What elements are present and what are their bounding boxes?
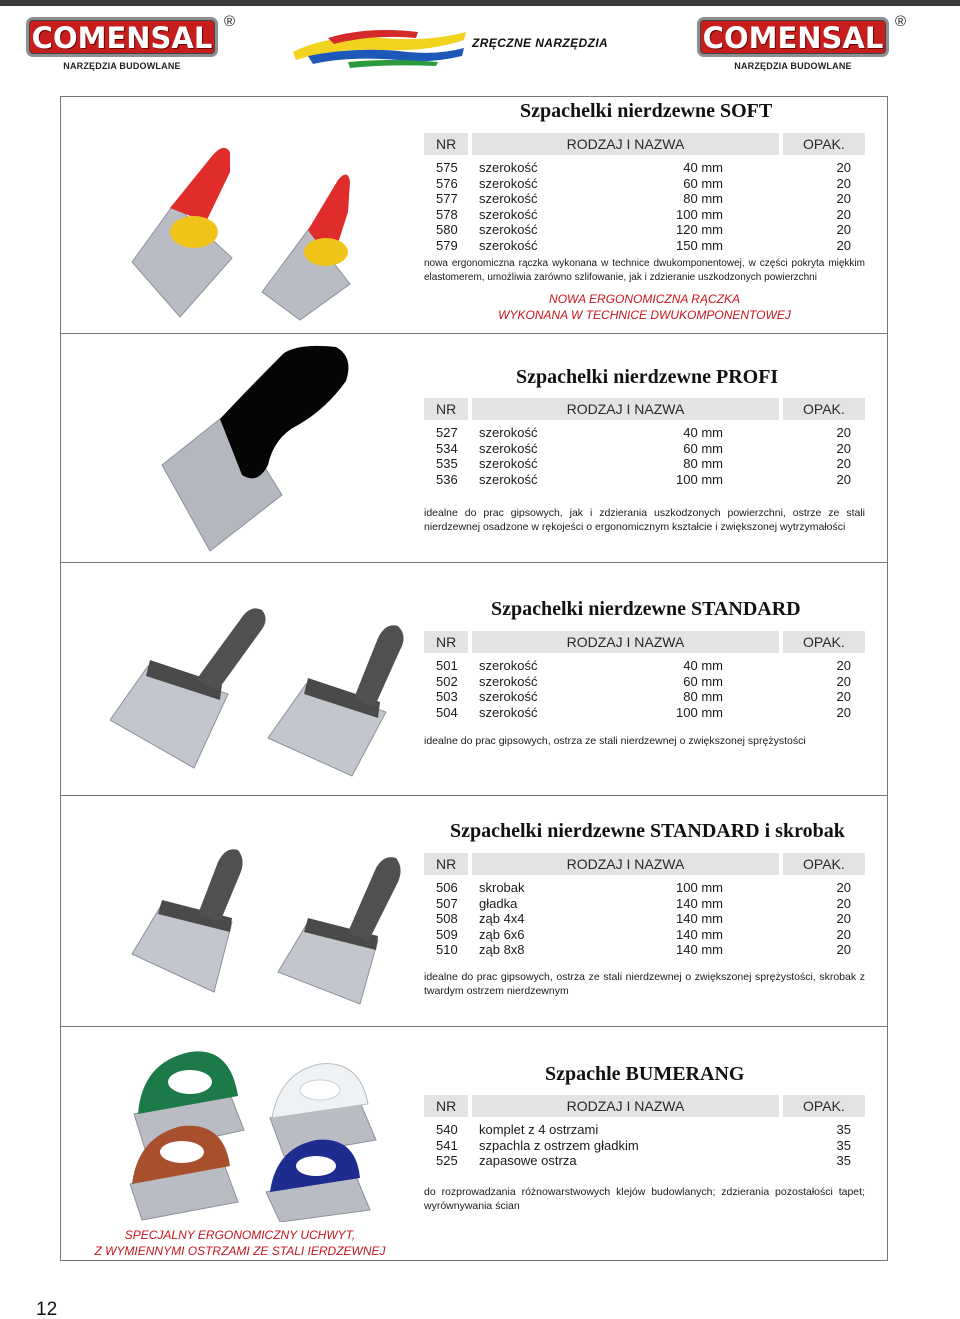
col-nr: NR: [424, 133, 468, 155]
table-row: 503 szerokość 80 mm 20: [436, 689, 851, 705]
table-header: [424, 398, 865, 420]
col-opak: OPAK.: [783, 853, 865, 875]
table-row: 525 zapasowe ostrza 35: [436, 1153, 851, 1169]
section-title: Szpachelki nierdzewne STANDARD i skrobak: [450, 820, 845, 842]
col-name: RODZAJ I NAZWA: [472, 631, 779, 653]
table-row: 501 szerokość 40 mm 20: [436, 658, 851, 673]
col-name: RODZAJ I NAZWA: [472, 1095, 779, 1117]
col-nr: NR: [424, 398, 468, 420]
skrobak-spatula-image: [128, 842, 408, 1007]
product-rows: [424, 425, 865, 487]
table-row: 508 ząb 4x4 140 mm 20: [436, 911, 851, 927]
table-row: 579 szerokość 150 mm 20: [436, 237, 851, 253]
col-name: RODZAJ I NAZWA: [472, 398, 779, 420]
bumerang-trowel-image: [120, 1044, 390, 1222]
tagline: ZRĘCZNE NARZĘDZIA: [472, 36, 609, 50]
col-opak: OPAK.: [783, 133, 865, 155]
product-rows: [424, 160, 865, 254]
top-rule: [0, 0, 960, 6]
table-header: [424, 853, 865, 875]
table-row: 506 skrobak 100 mm 20: [436, 880, 851, 895]
table-row: 535 szerokość 80 mm 20: [436, 456, 851, 472]
feature-note-line: NOWA ERGONOMICZNA RĄCZKA: [549, 292, 740, 306]
soft-spatula-image: [112, 112, 352, 322]
logo-subtitle: NARZĘDZIA BUDOWLANE: [63, 61, 181, 71]
brand-logo-left: [26, 13, 236, 75]
col-nr: NR: [424, 853, 468, 875]
col-nr: NR: [424, 631, 468, 653]
product-rows: [424, 1122, 865, 1169]
product-description: idealne do prac gipsowych, jak i zdzierania uszkodzonych powierzchni, ostrze ze stali nierdzewnej osadzone w rękojeści o ergonomicznym kształcie i zwiększonej wytrzymałości: [424, 507, 865, 533]
feature-note-line: SPECJALNY ERGONOMICZNY UCHWYT,: [124, 1228, 356, 1242]
paint-stroke-graphic: [288, 22, 468, 72]
product-rows: [424, 880, 865, 958]
col-name: RODZAJ I NAZWA: [472, 133, 779, 155]
page-number: 12: [36, 1299, 58, 1319]
table-row: 536 szerokość 100 mm 20: [436, 471, 851, 487]
table-row: 540 komplet z 4 ostrzami 35: [436, 1122, 851, 1137]
table-row: 580 szerokość 120 mm 20: [436, 222, 851, 238]
section-title: Szpachelki nierdzewne SOFT: [520, 100, 773, 122]
table-row: 504 szerokość 100 mm 20: [436, 704, 851, 720]
logo-subtitle: NARZĘDZIA BUDOWLANE: [734, 61, 852, 71]
table-row: 575 szerokość 40 mm 20: [436, 160, 851, 175]
section-title: Szpachle BUMERANG: [545, 1063, 745, 1085]
product-description: idealne do prac gipsowych, ostrza ze stali nierdzewnej o zwiększonej sprężystości: [424, 735, 806, 747]
table-row: 578 szerokość 100 mm 20: [436, 206, 851, 222]
table-header: [424, 631, 865, 653]
table-row: 527 szerokość 40 mm 20: [436, 425, 851, 440]
registered-mark: ®: [224, 13, 236, 30]
product-rows: [424, 658, 865, 720]
col-name: RODZAJ I NAZWA: [472, 853, 779, 875]
table-row: 576 szerokość 60 mm 20: [436, 175, 851, 191]
profi-spatula-image: [150, 345, 360, 555]
feature-note-line: WYKONANA W TECHNICE DWUKOMPONENTOWEJ: [498, 308, 791, 322]
table-row: 577 szerokość 80 mm 20: [436, 191, 851, 207]
brand-logo-right: [697, 13, 907, 75]
col-opak: OPAK.: [783, 631, 865, 653]
section-title: Szpachelki nierdzewne PROFI: [516, 366, 779, 388]
registered-mark: ®: [895, 13, 907, 30]
table-row: 534 szerokość 60 mm 20: [436, 440, 851, 456]
table-header: [424, 1095, 865, 1117]
col-nr: NR: [424, 1095, 468, 1117]
feature-note-line: Z WYMIENNYMI OSTRZAMI ZE STALI IERDZEWNEJ: [94, 1244, 386, 1258]
logo-text: COMENSAL: [702, 21, 884, 55]
table-row: 502 szerokość 60 mm 20: [436, 673, 851, 689]
feature-note: [424, 291, 865, 323]
table-row: 507 gładka 140 mm 20: [436, 895, 851, 911]
table-row: 509 ząb 6x6 140 mm 20: [436, 926, 851, 942]
standard-spatula-image: [110, 598, 410, 778]
product-description: idealne do prac gipsowych, ostrza ze stali nierdzewnej o zwiększonej sprężystości, skrobak z twardym ostrzem nierdzewnym: [424, 971, 865, 997]
col-opak: OPAK.: [783, 1095, 865, 1117]
product-description: do rozprowadzania różnowarstwowych klejów budowlanych; zdzierania pozostałości tapet; wyrównywania ścian: [424, 1186, 865, 1212]
logo-text: COMENSAL: [31, 21, 213, 55]
table-row: 541 szpachla z ostrzem gładkim 35: [436, 1137, 851, 1153]
col-opak: OPAK.: [783, 398, 865, 420]
table-header: [424, 133, 865, 155]
section-title: Szpachelki nierdzewne STANDARD: [491, 598, 801, 620]
table-row: 510 ząb 8x8 140 mm 20: [436, 942, 851, 958]
product-description: nowa ergonomiczna rączka wykonana w technice dwukomponentowej, w części pokryta miękkim elastomerem, umożliwia zarówno szlifowanie, jak i zdzieranie uszkodzonych powierzchni: [424, 258, 865, 283]
feature-note: [80, 1227, 400, 1259]
